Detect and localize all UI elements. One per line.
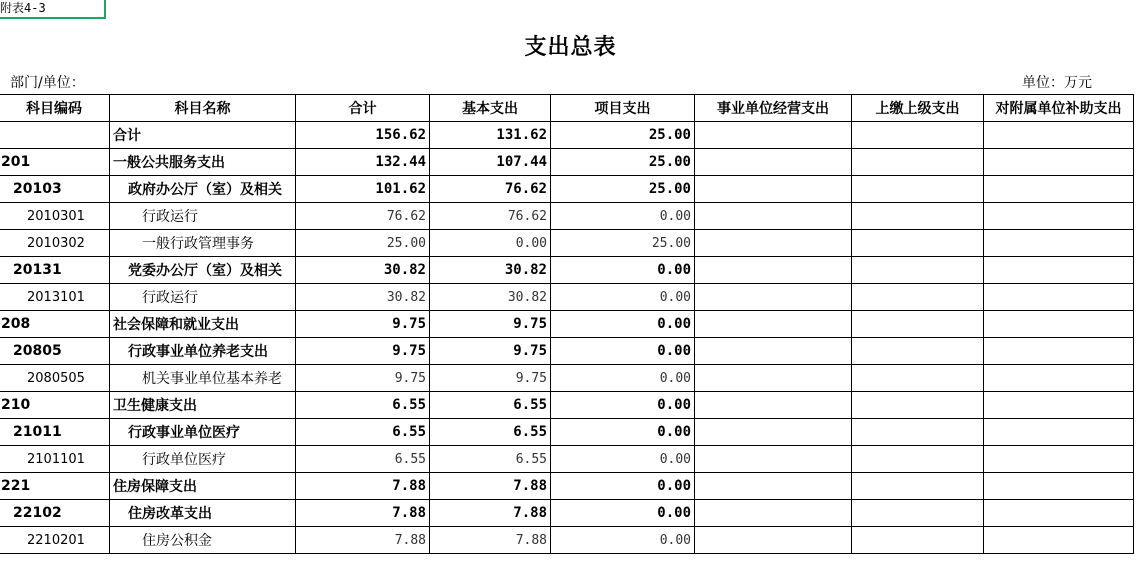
cell-name[interactable]: 卫生健康支出 (110, 392, 296, 419)
cell-project[interactable]: 0.00 (551, 392, 695, 419)
cell-remit[interactable] (852, 203, 984, 230)
cell-name[interactable]: 住房保障支出 (110, 473, 296, 500)
cell-subsidy[interactable] (984, 122, 1134, 149)
cell-project[interactable]: 0.00 (551, 284, 695, 311)
cell-project[interactable]: 0.00 (551, 365, 695, 392)
cell-subsidy[interactable] (984, 527, 1134, 554)
cell-project[interactable]: 0.00 (551, 338, 695, 365)
cell-total[interactable]: 30.82 (296, 284, 430, 311)
cell-operating[interactable] (695, 284, 852, 311)
cell-operating[interactable] (695, 419, 852, 446)
cell-total[interactable]: 101.62 (296, 176, 430, 203)
cell-basic[interactable]: 9.75 (430, 311, 551, 338)
cell-operating[interactable] (695, 473, 852, 500)
cell-subsidy[interactable] (984, 392, 1134, 419)
table-row (0, 257, 1134, 284)
cell-project[interactable]: 0.00 (551, 473, 695, 500)
cell-subsidy[interactable] (984, 446, 1134, 473)
header-row (0, 95, 1134, 122)
cell-total[interactable]: 6.55 (296, 392, 430, 419)
table-row (0, 230, 1134, 257)
cell-basic[interactable]: 131.62 (430, 122, 551, 149)
table-row (0, 419, 1134, 446)
cell-subsidy[interactable] (984, 500, 1134, 527)
header-subsidy[interactable]: 对附属单位补助支出 (984, 95, 1134, 122)
cell-project[interactable]: 0.00 (551, 500, 695, 527)
cell-remit[interactable] (852, 338, 984, 365)
cell-total[interactable]: 156.62 (296, 122, 430, 149)
cell-operating[interactable] (695, 230, 852, 257)
table-row (0, 473, 1134, 500)
cell-name[interactable]: 合计 (110, 122, 296, 149)
header-project[interactable]: 项目支出 (551, 95, 695, 122)
cell-project[interactable]: 25.00 (551, 149, 695, 176)
cell-remit[interactable] (852, 257, 984, 284)
cell-code[interactable]: 2080505 (0, 365, 110, 392)
table-row (0, 338, 1134, 365)
cell-name[interactable]: 行政事业单位医疗 (110, 419, 296, 446)
cell-code[interactable]: 20103 (0, 176, 110, 203)
cell-remit[interactable] (852, 230, 984, 257)
cell-basic[interactable]: 7.88 (430, 500, 551, 527)
cell-basic[interactable]: 76.62 (430, 203, 551, 230)
cell-remit[interactable] (852, 176, 984, 203)
cell-operating[interactable] (695, 338, 852, 365)
cell-remit[interactable] (852, 365, 984, 392)
cell-operating[interactable] (695, 203, 852, 230)
expenditure-table (0, 94, 1134, 554)
table-row (0, 311, 1134, 338)
cell-total[interactable]: 7.88 (296, 500, 430, 527)
cell-basic[interactable]: 30.82 (430, 284, 551, 311)
cell-remit[interactable] (852, 284, 984, 311)
cell-name[interactable]: 行政运行 (110, 284, 296, 311)
cell-project[interactable]: 0.00 (551, 203, 695, 230)
cell-total[interactable]: 9.75 (296, 365, 430, 392)
cell-code[interactable]: 20805 (0, 338, 110, 365)
cell-basic[interactable]: 7.88 (430, 527, 551, 554)
cell-operating[interactable] (695, 392, 852, 419)
cell-subsidy[interactable] (984, 203, 1134, 230)
table-row (0, 527, 1134, 554)
cell-project[interactable]: 0.00 (551, 419, 695, 446)
cell-code[interactable]: 201 (0, 149, 110, 176)
cell-subsidy[interactable] (984, 230, 1134, 257)
cell-remit[interactable] (852, 500, 984, 527)
cell-code[interactable]: 2010302 (0, 230, 110, 257)
cell-basic[interactable]: 6.55 (430, 419, 551, 446)
cell-project[interactable]: 25.00 (551, 230, 695, 257)
cell-code[interactable]: 20131 (0, 257, 110, 284)
cell-operating[interactable] (695, 500, 852, 527)
cell-code[interactable]: 2101101 (0, 446, 110, 473)
department-label: 部门/单位： (10, 75, 85, 91)
cell-name[interactable]: 行政单位医疗 (110, 446, 296, 473)
cell-total[interactable]: 25.00 (296, 230, 430, 257)
cell-operating[interactable] (695, 122, 852, 149)
cell-operating[interactable] (695, 527, 852, 554)
cell-total[interactable]: 7.88 (296, 473, 430, 500)
cell-name[interactable]: 住房公积金 (110, 527, 296, 554)
cell-name[interactable]: 住房改革支出 (110, 500, 296, 527)
cell-total[interactable]: 6.55 (296, 419, 430, 446)
table-row (0, 176, 1134, 203)
cell-subsidy[interactable] (984, 284, 1134, 311)
cell-subsidy[interactable] (984, 176, 1134, 203)
table-row (0, 122, 1134, 149)
cell-total[interactable]: 7.88 (296, 527, 430, 554)
cell-operating[interactable] (695, 149, 852, 176)
cell-code[interactable]: 22102 (0, 500, 110, 527)
cell-subsidy[interactable] (984, 419, 1134, 446)
cell-code[interactable]: 2210201 (0, 527, 110, 554)
cell-code[interactable]: 210 (0, 392, 110, 419)
table-row (0, 500, 1134, 527)
cell-total[interactable]: 6.55 (296, 446, 430, 473)
cell-basic[interactable]: 76.62 (430, 176, 551, 203)
cell-total[interactable]: 30.82 (296, 257, 430, 284)
cell-remit[interactable] (852, 122, 984, 149)
cell-basic[interactable]: 9.75 (430, 338, 551, 365)
table-row (0, 284, 1134, 311)
sheet-title: 支出总表 (524, 34, 617, 60)
cell-remit[interactable] (852, 527, 984, 554)
header-total[interactable]: 合计 (296, 95, 430, 122)
table-row (0, 446, 1134, 473)
cell-operating[interactable] (695, 446, 852, 473)
cell-project[interactable]: 0.00 (551, 446, 695, 473)
cell-subsidy[interactable] (984, 257, 1134, 284)
cell-subsidy[interactable] (984, 473, 1134, 500)
cell-basic[interactable]: 6.55 (430, 446, 551, 473)
header-remit[interactable]: 上缴上级支出 (852, 95, 984, 122)
header-code[interactable]: 科目编码 (0, 95, 110, 122)
cell-code[interactable]: 208 (0, 311, 110, 338)
cell-name[interactable]: 政府办公厅（室）及相关 (110, 176, 296, 203)
header-name[interactable]: 科目名称 (110, 95, 296, 122)
cell-basic[interactable]: 7.88 (430, 473, 551, 500)
table-row (0, 365, 1134, 392)
cell-remit[interactable] (852, 473, 984, 500)
header-operating[interactable]: 事业单位经营支出 (695, 95, 852, 122)
cell-total[interactable]: 132.44 (296, 149, 430, 176)
cell-name[interactable]: 社会保障和就业支出 (110, 311, 296, 338)
cell-code[interactable] (0, 122, 110, 149)
cell-name[interactable]: 一般行政管理事务 (110, 230, 296, 257)
cell-code[interactable]: 21011 (0, 419, 110, 446)
table-row (0, 392, 1134, 419)
cell-total[interactable]: 76.62 (296, 203, 430, 230)
cell-remit[interactable] (852, 446, 984, 473)
cell-total[interactable]: 9.75 (296, 311, 430, 338)
cell-basic[interactable]: 0.00 (430, 230, 551, 257)
unit-label: 单位：万元 (1022, 75, 1092, 91)
cell-code[interactable]: 2013101 (0, 284, 110, 311)
table-row (0, 149, 1134, 176)
cell-project[interactable]: 0.00 (551, 527, 695, 554)
cell-operating[interactable] (695, 257, 852, 284)
cell-name[interactable]: 一般公共服务支出 (110, 149, 296, 176)
cell-operating[interactable] (695, 365, 852, 392)
header-basic[interactable]: 基本支出 (430, 95, 551, 122)
cell-name[interactable]: 机关事业单位基本养老 (110, 365, 296, 392)
cell-basic[interactable]: 9.75 (430, 365, 551, 392)
cell-subsidy[interactable] (984, 365, 1134, 392)
cell-remit[interactable] (852, 149, 984, 176)
cell-basic[interactable]: 6.55 (430, 392, 551, 419)
cell-subsidy[interactable] (984, 149, 1134, 176)
cell-name[interactable]: 行政运行 (110, 203, 296, 230)
cell-project[interactable]: 0.00 (551, 257, 695, 284)
cell-project[interactable]: 0.00 (551, 311, 695, 338)
cell-project[interactable]: 25.00 (551, 176, 695, 203)
cell-code[interactable]: 221 (0, 473, 110, 500)
selected-cell[interactable]: 附表4-3 (0, 0, 106, 19)
cell-name[interactable]: 行政事业单位养老支出 (110, 338, 296, 365)
cell-project[interactable]: 25.00 (551, 122, 695, 149)
cell-total[interactable]: 9.75 (296, 338, 430, 365)
table-row (0, 203, 1134, 230)
cell-code[interactable]: 2010301 (0, 203, 110, 230)
cell-subsidy[interactable] (984, 311, 1134, 338)
cell-remit[interactable] (852, 419, 984, 446)
cell-basic[interactable]: 30.82 (430, 257, 551, 284)
cell-subsidy[interactable] (984, 338, 1134, 365)
cell-operating[interactable] (695, 311, 852, 338)
cell-remit[interactable] (852, 392, 984, 419)
cell-remit[interactable] (852, 311, 984, 338)
cell-name[interactable]: 党委办公厅（室）及相关 (110, 257, 296, 284)
cell-operating[interactable] (695, 176, 852, 203)
cell-basic[interactable]: 107.44 (430, 149, 551, 176)
